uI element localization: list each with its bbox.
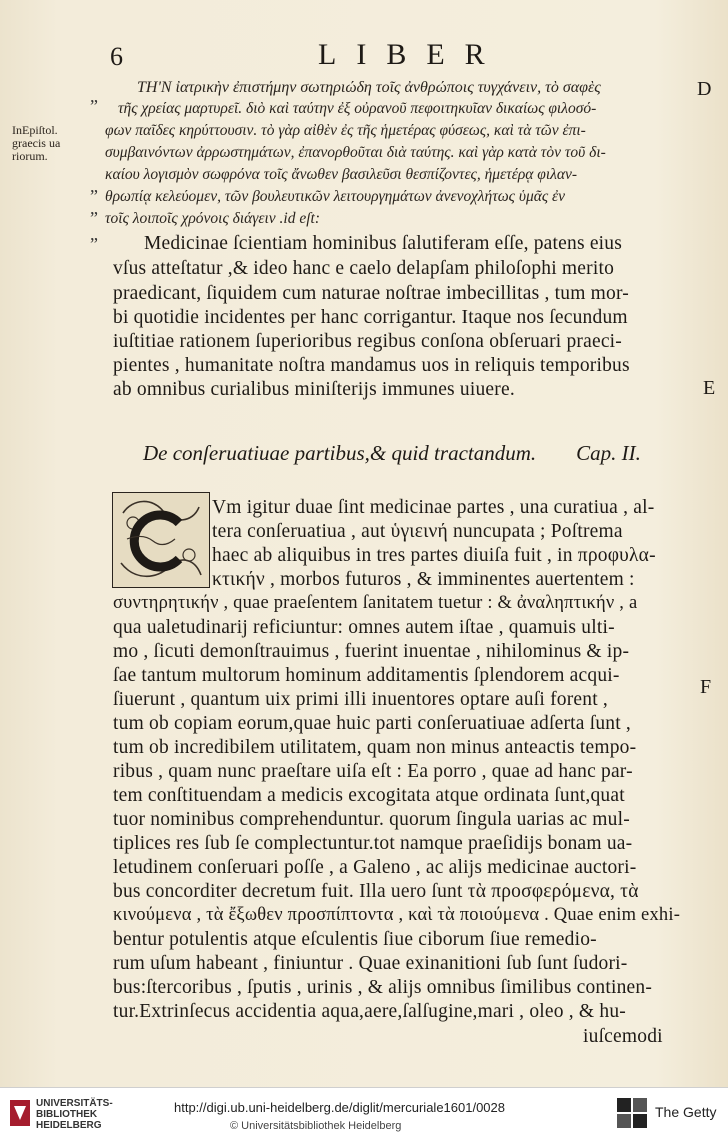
- latin2-line-11: tum ob incredibilem utilitatem, quam non minus anteactis tempo-: [113, 737, 637, 758]
- latin2-line-22: tur.Extrinſecus accidentia aqua,aere,ſalſugine,mari , oleo , & hu-: [113, 1001, 626, 1022]
- latin2-line-4: κτικήν , morbos futuros , & imminentes auertentem :: [212, 569, 635, 590]
- side-letter-f: F: [700, 676, 712, 698]
- latin2-line-21: bus:ſtercoribus , ſputis , urinis , & alijs omnibus ſimilibus continen-: [113, 977, 653, 998]
- greek-line-5: καίου λογισμὸν σωφρόνα τοῖς ἄνωθεν βασιλεῦσι θεσπίζοντες, ἡμετέρᾳ φιλαν-: [105, 166, 578, 183]
- chapter-heading: [143, 441, 641, 466]
- latin2-line-18: κινούμενα , τὰ ἔξωθεν προσπίπτοντα , καὶ τὰ ποιούμενα . Quae enim exhi-: [113, 905, 681, 925]
- partner-name: The Getty: [655, 1104, 717, 1120]
- latin2-line-2: tera conſeruatiua , aut ὑγιεινή nuncupata ; Poſtrema: [212, 521, 623, 542]
- book-page: 6 LIBER ΤΗ'Ν ἰατρικὴν ἐπιστήμην σωτηριώδη τοῖς ἀνθρώποις τυγχάνειν, τὸ σαφὲς τῆς χρείας μαρτυρεῖ. διὸ καὶ ταύτην ἐξ οὐρανοῦ πεφοιτηκυῖαν δικαίως φιλοσό- φων παῖδες κηρύττουσιν. τὸ γὰρ αἰθὲν ἐς τῆς ἡμετέρας φύσεως, καὶ τὰ τῶν ἐπι- συμβαινόντων ἀρρωστημάτων, ἐπανορθοῦται διὰ ταύτης. καὶ γὰρ κατὰ τὸν τοῦ δι- καίου λογισμὸν σωφρόνα τοῖς ἄνωθεν βασιλεῦσι θεσπίζοντες, ἡμετέρᾳ φιλαν- θρωπίᾳ κελεύομεν, τῶν βουλευτικῶν λειτουργημάτων ἀνενοχλήτως ὑμᾶς ἐν τοῖς λοιποῖς χρόνοις διάγειν .id eſt: ” ” ” ” InEpiſtol. graecis ua riorum. D E F Medicinae ſcientiam hominibus ſalutiferam eſſe, patens eius vſus atteſtatur ,& ideo hanc e caelo delapſam philoſophi merito praedicant, ſiquidem cum naturae noſtrae imbecillitas , tum mor- bi quotidie incidentes per hanc corrigantur. Itaque nos ſecundum iuſtitiae rationem ſuperioribus regibus conſona obſeruari praeci- pientes , humanitate noſtra mandamus uos in reliquis temporibus ab omnibus curialibus miniſterijs immunes uiuere. De conſeruatiuae partibus,& quid tractandum. Cap. II. Vm igitur duae ſint medicinae partes , una curatiua , al- tera conſeruatiua , aut ὑγιεινή nuncupata ; Poſtrema haec ab aliquibus in tres partes diuiſa fuit , in προφυλα- κτικήν , morbos futuros , & imminentes auertentem : συντηρητικήν , quae praeſentem ſanitatem tuetur : & ἀναληπτικήν , a qua ualetudinarij reficiuntur: omnes autem iſtae , quamuis ulti- mo , ſicuti demonſtrauimus , fuerint inuentae , nihilominus & ip- ſae tantum multorum hominum additamentis ſplendorem acqui- ſiuerunt , quantum uix primi illi inuentores optare auſi forent , tum ob copiam eorum,quae huic parti conſeruatiuae adſerta ſunt , tum ob incredibilem utilitatem, quam non minus anteactis tempo- ribus , quam nunc praeſtare uiſa eſt : Ea porro , quae ad hanc par- tem conſtituendam a medicis excogitata atque ordinata ſunt,quat tuor nominibus comprehenduntur. quorum ſingula uarias ac mul- tiplices res ſub ſe complectuntur.tot namque praeſidijs bonam ua- letudinem conſeruari poſſe , a Galeno , ac alijs medicinae auctori- bus concorditer decretum fuit. Illa uero ſunt τὰ προσφερόμενα, τὰ κινούμενα , τὰ ἔξωθεν προσπίπτοντα , καὶ τὰ ποιούμενα . Quae enim exhi- bentur potulentis atque eſculentis ſiue ciborum ſiue remedio- rum uſum habeant , finiuntur . Quae exinanitioni ſub ſunt ſudori- bus:ſtercoribus , ſputis , urinis , & alijs omnibus ſimilibus continen- tur.Extrinſecus accidentia aqua,aere,ſalſugine,mari , oleo , & hu- iuſcemodi: [0, 0, 728, 1139]
- latin1-line-5: iuſtitiae rationem ſuperioribus regibus conſona obſeruari praeci-: [113, 331, 622, 352]
- latin1-line-3: praedicant, ſiquidem cum naturae noſtrae imbecillitas , tum mor-: [113, 283, 629, 304]
- side-letter-d: D: [697, 78, 712, 100]
- latin2-line-5: συντηρητικήν , quae praeſentem ſanitatem tuetur : & ἀναληπτικήν , a: [113, 593, 638, 613]
- greek-line-1: ΤΗ'Ν ἰατρικὴν ἐπιστήμην σωτηριώδη τοῖς ἀνθρώποις τυγχάνειν, τὸ σαφὲς: [137, 79, 601, 96]
- latin2-line-6: qua ualetudinarij reficiuntur: omnes autem iſtae , quamuis ulti-: [113, 617, 615, 638]
- chapter-number: Cap. II.: [576, 441, 641, 465]
- latin2-line-8: ſae tantum multorum hominum additamentis ſplendorem acqui-: [113, 665, 620, 686]
- library-logo-text: UNIVERSITÄTS- BIBLIOTHEK HEIDELBERG: [36, 1098, 113, 1131]
- latin1-line-1: Medicinae ſcientiam hominibus ſalutiferam eſſe, patens eius: [144, 233, 623, 254]
- greek-line-2: τῆς χρείας μαρτυρεῖ. διὸ καὶ ταύτην ἐξ οὐρανοῦ πεφοιτηκυῖαν δικαίως φιλοσό-: [118, 100, 597, 117]
- latin1-line-2: vſus atteſtatur ,& ideo hanc e caelo delapſam philoſophi merito: [113, 258, 615, 279]
- viewer-footer: [0, 1087, 728, 1140]
- decorated-initial: [112, 492, 210, 588]
- latin2-line-7: mo , ſicuti demonſtrauimus , fuerint inuentae , nihilominus & ip-: [113, 641, 630, 662]
- chapter-title: De conſeruatiuae partibus,& quid tractandum.: [143, 441, 537, 465]
- greek-line-6: θρωπίᾳ κελεύομεν, τῶν βουλευτικῶν λειτουργημάτων ἀνενοχλήτως ὑμᾶς ἐν: [105, 188, 566, 205]
- latin2-catchword: iuſcemodi: [583, 1026, 663, 1047]
- greek-line-3: φων παῖδες κηρύττουσιν. τὸ γὰρ αἰθὲν ἐς τῆς ἡμετέρας φύσεως, καὶ τὰ τῶν ἐπι-: [105, 122, 586, 139]
- greek-line-4: συμβαινόντων ἀρρωστημάτων, ἐπανορθοῦται διὰ ταύτης. καὶ γὰρ κατὰ τὸν τοῦ δι-: [105, 144, 606, 161]
- greek-line-7: τοῖς λοιποῖς χρόνοις διάγειν .id eſt:: [105, 210, 321, 227]
- latin2-line-10: tum ob copiam eorum,quae huic parti conſeruatiuae adſerta ſunt ,: [113, 713, 631, 734]
- latin2-line-3: haec ab aliquibus in tres partes diuiſa fuit , in προφυλα-: [212, 545, 656, 566]
- page-number: 6: [110, 42, 123, 71]
- latin2-line-9: ſiuerunt , quantum uix primi illi inuentores optare auſi forent ,: [113, 689, 608, 710]
- margin-note: InEpiſtol. graecis ua riorum.: [12, 123, 61, 163]
- latin1-line-4: bi quotidie incidentes per hanc corrigantur. Itaque nos ſecundum: [113, 307, 628, 328]
- latin2-line-12: ribus , quam nunc praeſtare uiſa eſt : Ea porro , quae ad hanc par-: [113, 761, 633, 782]
- latin2-line-19: bentur potulentis atque eſculentis ſiue ciborum ſiue remedio-: [113, 929, 597, 950]
- permalink[interactable]: http://digi.ub.uni-heidelberg.de/diglit/mercuriale1601/0028: [174, 1100, 505, 1115]
- running-title: LIBER: [318, 38, 505, 71]
- latin2-line-1: Vm igitur duae ſint medicinae partes , una curatiua , al-: [212, 497, 655, 518]
- page-header: [0, 38, 728, 78]
- latin2-line-16: letudinem conſeruari poſſe , a Galeno , ac alijs medicinae auctori-: [113, 857, 637, 878]
- latin2-line-20: rum uſum habeant , finiuntur . Quae exinanitioni ſub ſunt ſudori-: [113, 953, 628, 974]
- copyright: © Universitätsbibliothek Heidelberg: [230, 1120, 402, 1132]
- latin1-line-7: ab omnibus curialibus miniſterijs immunes uiuere.: [113, 379, 515, 400]
- latin2-line-15: tiplices res ſub ſe complectuntur.tot namque praeſidijs bonam ua-: [113, 833, 633, 854]
- latin2-line-14: tuor nominibus comprehenduntur. quorum ſingula uarias ac mul-: [113, 809, 630, 830]
- side-letter-e: E: [703, 377, 716, 399]
- latin2-line-17: bus concorditer decretum fuit. Illa uero ſunt τὰ προσφερόμενα, τὰ: [113, 881, 639, 902]
- library-logo-icon: [8, 1098, 32, 1128]
- latin1-line-6: pientes , humanitate noſtra mandamus uos in reliquis temporibus: [113, 355, 630, 376]
- latin2-line-13: tem conſtituendam a medicis excogitata atque ordinata ſunt,quat: [113, 785, 625, 806]
- getty-logo-icon: [615, 1096, 649, 1132]
